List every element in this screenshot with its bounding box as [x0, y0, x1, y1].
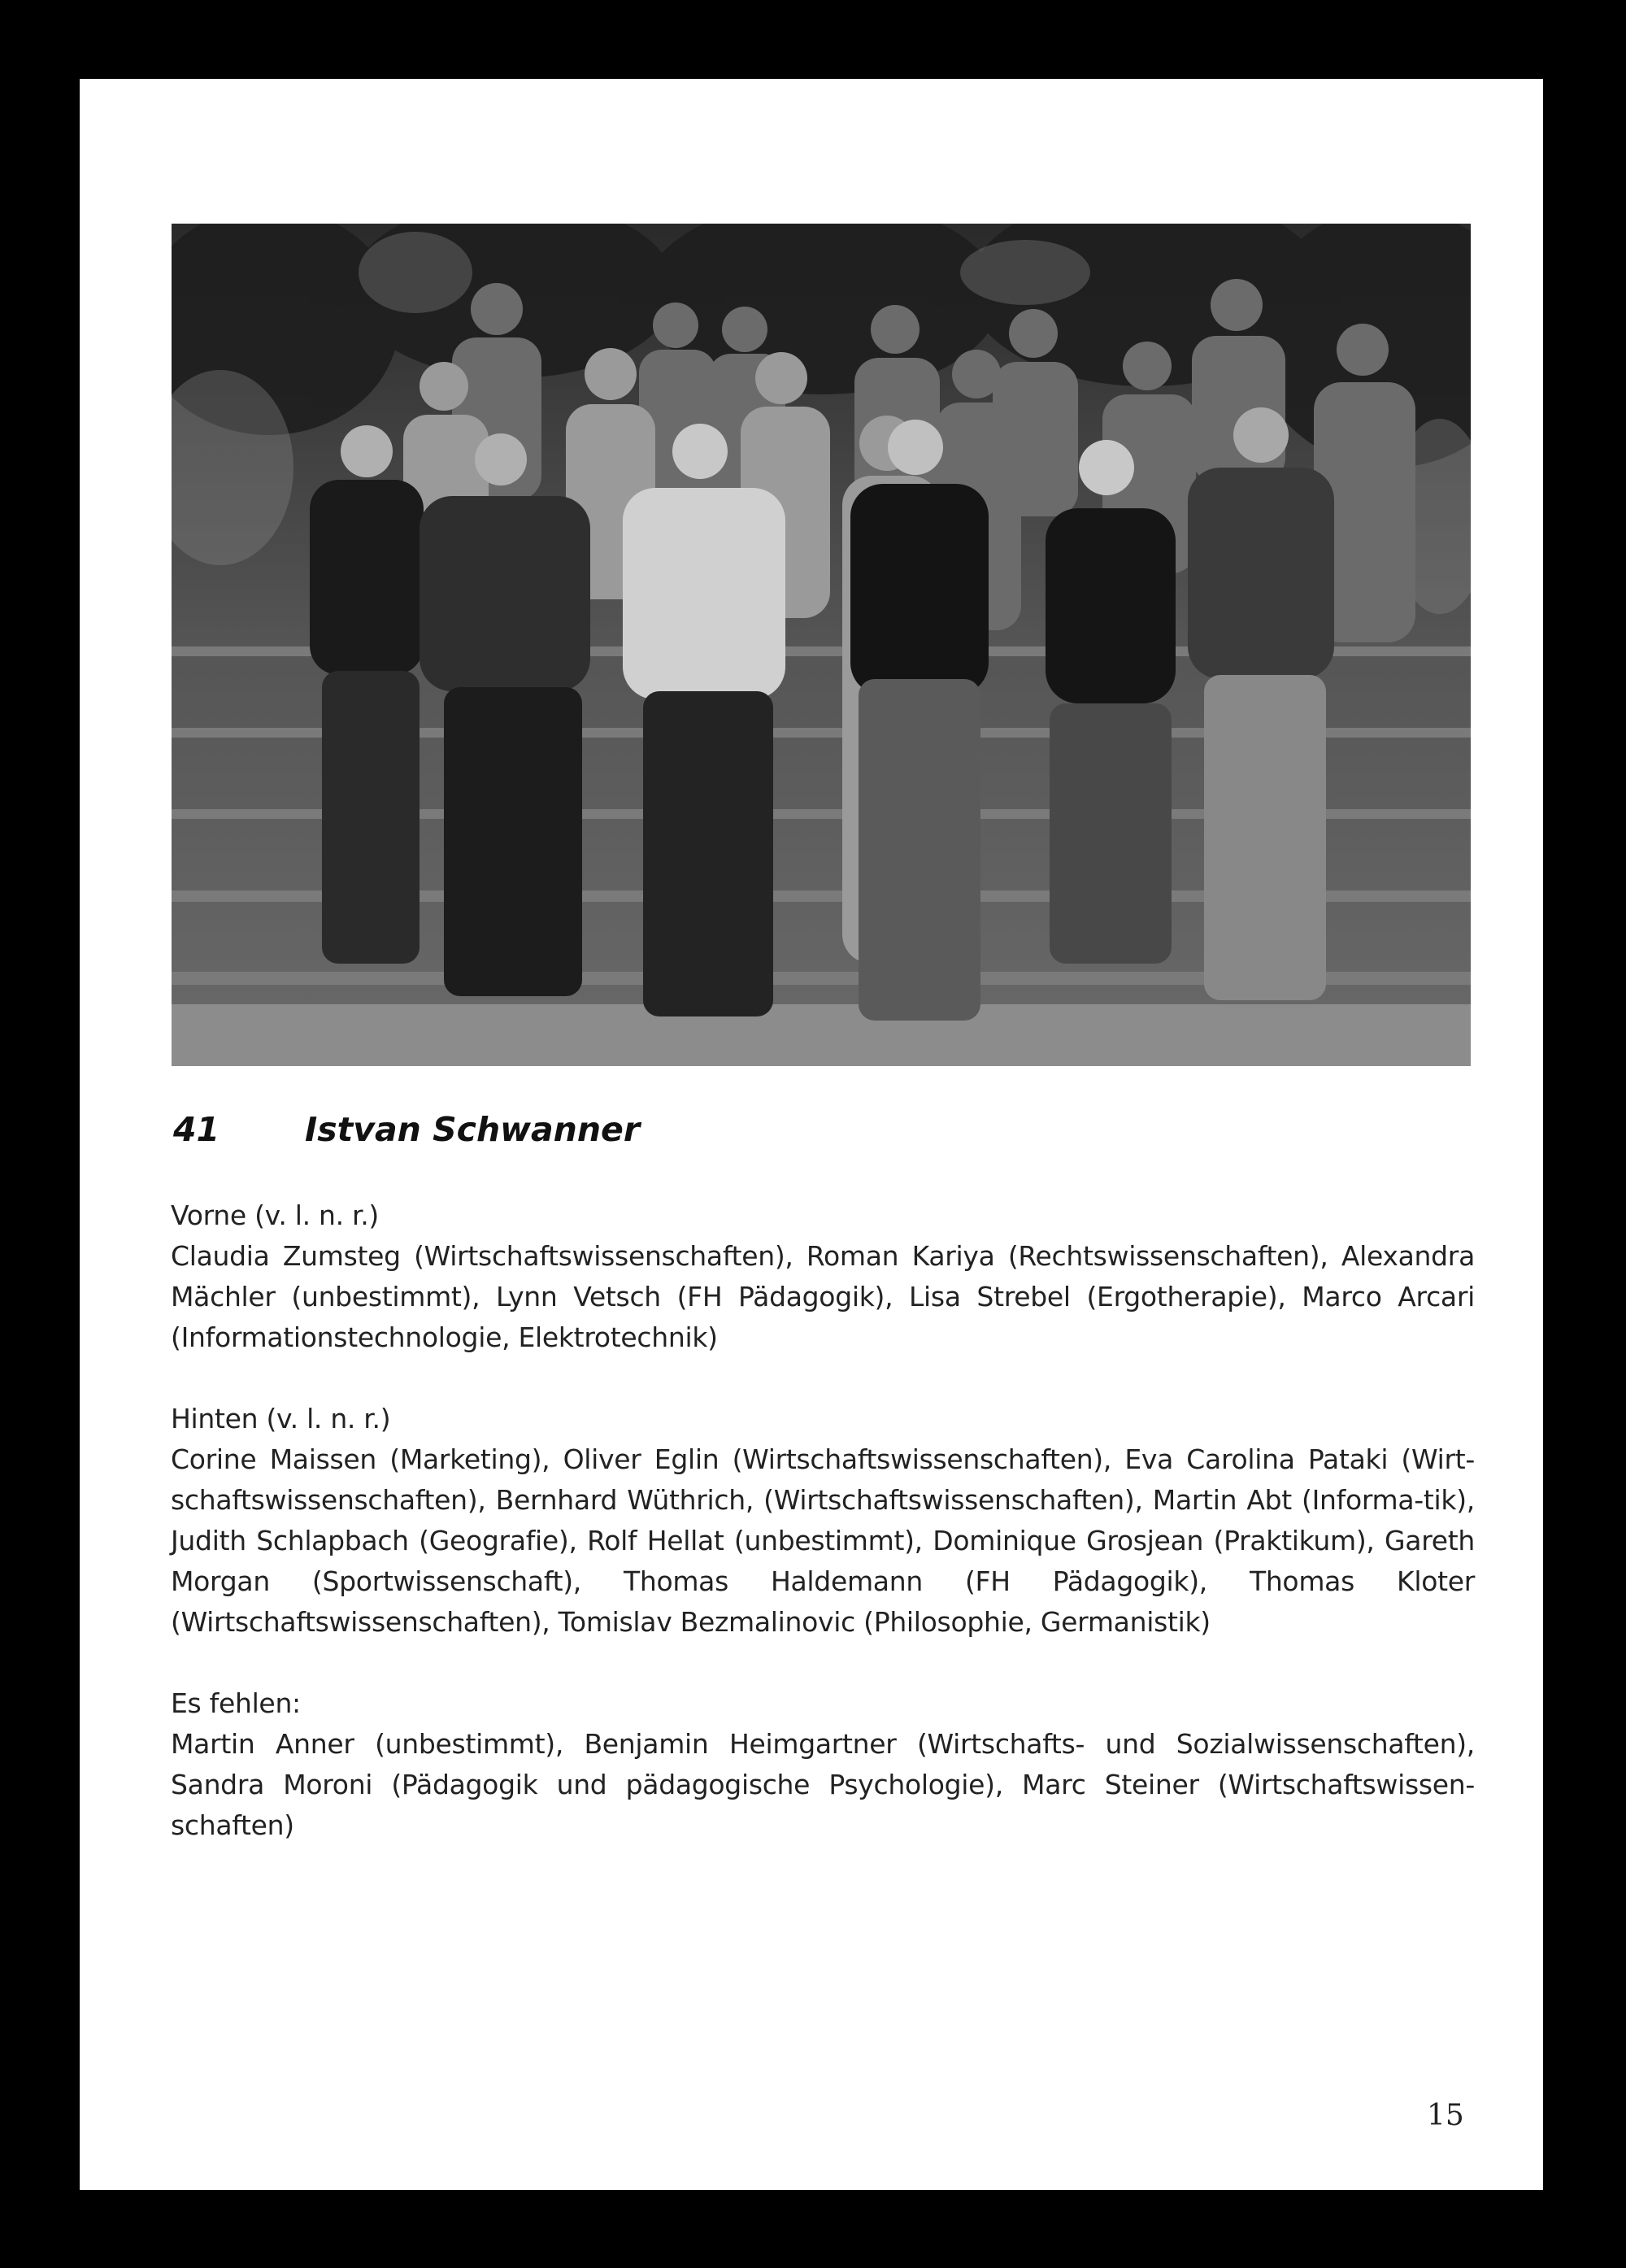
section-number: 41	[173, 1110, 220, 1149]
group-photo-illustration	[172, 224, 1471, 1066]
front-row-names: Claudia Zumsteg (Wirtschaftswissenschaften), Roman Kariya (Rechtswissenschaften), Alexandra Mächler (unbestimmt), Lynn Vetsch (FH Pädagogik), Lisa Strebel (Ergotherapie), Marco Arcari (Informationstechnologie, Elektrotechnik)	[171, 1240, 1475, 1353]
page-number: 15	[1427, 2099, 1464, 2132]
document-page	[80, 79, 1543, 2190]
section-heading	[173, 1110, 1474, 1149]
missing-heading: Es fehlen:	[171, 1687, 301, 1719]
caption-text	[171, 1195, 1475, 1846]
missing-names: Martin Anner (unbestimmt), Benjamin Heimgartner (Wirtschafts- und Sozialwissenschaften), Sandra Moroni (Pädagogik und pädagogische Psychologie), Marc Steiner (Wirtschaftswissen-schaften)	[171, 1728, 1475, 1841]
section-title: Istvan Schwanner	[305, 1110, 641, 1149]
back-row-names: Corine Maissen (Marketing), Oliver Eglin (Wirtschaftswissenschaften), Eva Carolina Pataki (Wirt-schaftswissenschaften), Bernhard Wüthrich, (Wirtschaftswissenschaften), Martin Abt (Informa-tik), Judith Schlapbach (Geografie), Rolf Hellat (unbestimmt), Dominique Grosjean (Praktikum), Gareth Morgan (Sportwissenschaft), Thomas Haldemann (FH Pädagogik), Thomas Kloter (Wirtschaftswissenschaften), Tomislav Bezmalinovic (Philosophie, Germanistik)	[171, 1443, 1475, 1638]
group-photo	[172, 224, 1471, 1066]
back-row-heading: Hinten (v. l. n. r.)	[171, 1403, 391, 1434]
front-row-heading: Vorne (v. l. n. r.)	[171, 1199, 379, 1231]
